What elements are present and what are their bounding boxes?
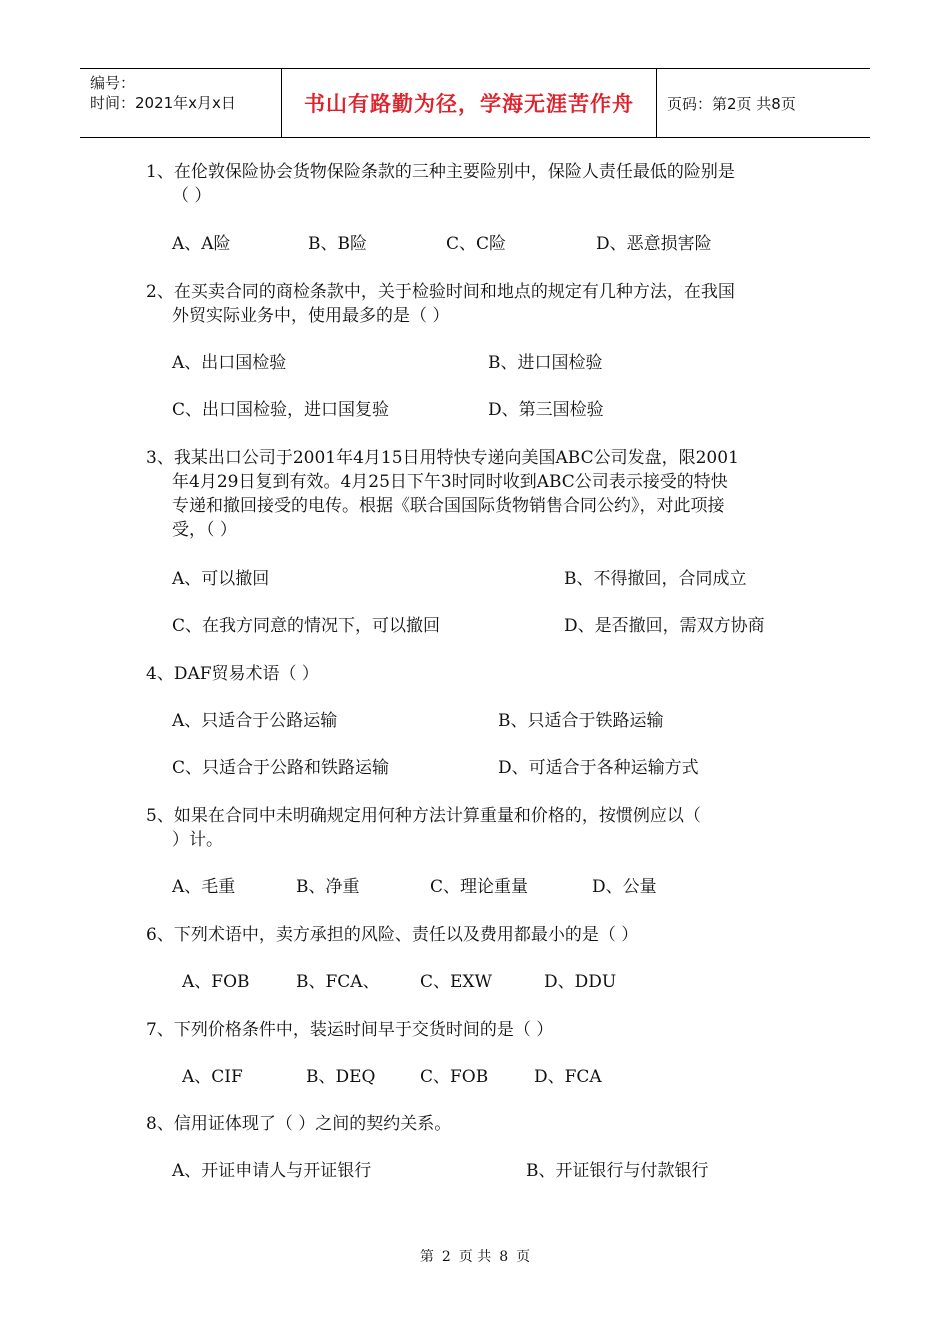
option-2c: C、出口国检验，进口国复验 (172, 400, 390, 420)
footer-post: 页 (516, 1249, 531, 1265)
question-6-options (146, 970, 810, 994)
option-6d: D、DDU (544, 972, 617, 992)
doc-date: 时间：2021年x月x日 (90, 94, 236, 112)
option-2d: D、第三国检验 (488, 400, 604, 420)
header-meta (80, 69, 282, 137)
question-2-options-row-2 (146, 398, 810, 422)
footer-total-pages: 8 (499, 1249, 509, 1265)
option-7a: A、CIF (182, 1067, 243, 1087)
option-1a: A、A险 (172, 234, 231, 254)
question-1-line-2: （ ） (172, 186, 212, 206)
option-3c: C、在我方同意的情况下，可以撤回 (172, 616, 441, 636)
doc-number-label: 编号： (90, 74, 136, 92)
question-4-options-row-2 (146, 756, 810, 780)
question-7 (146, 1018, 810, 1042)
question-3-options-row-2 (146, 614, 810, 638)
question-3-line-4: 受，（ ） (172, 520, 237, 540)
footer-mid: 页 共 (458, 1249, 492, 1265)
question-4-line-1: 4、DAF贸易术语（ ） (146, 664, 319, 684)
option-3d: D、是否撤回，需双方协商 (564, 616, 765, 636)
page-header (80, 68, 870, 138)
header-page-info: 页码：第2页 共8页 (667, 94, 796, 113)
option-7c: C、FOB (420, 1067, 489, 1087)
option-3b: B、不得撤回，合同成立 (564, 569, 747, 589)
option-7b: B、DEQ (306, 1067, 376, 1087)
question-2-line-2: 外贸实际业务中，使用最多的是（ ） (172, 306, 450, 326)
question-2-line-1: 2、在买卖合同的商检条款中，关于检验时间和地点的规定有几种方法，在我国 (146, 282, 735, 302)
question-3-line-1: 3、我某出口公司于2001年4月15日用特快专递向美国ABC公司发盘，限2001 (146, 448, 739, 468)
option-5d: D、公量 (592, 877, 657, 897)
option-1d: D、恶意损害险 (596, 234, 712, 254)
option-4c: C、只适合于公路和铁路运输 (172, 758, 390, 778)
question-4-options-row-1 (146, 709, 810, 733)
question-8-line-1: 8、信用证体现了（ ）之间的契约关系。 (146, 1114, 452, 1134)
question-7-options (146, 1065, 810, 1089)
question-5-options (146, 875, 810, 899)
option-6c: C、EXW (420, 972, 492, 992)
question-3-line-3: 专递和撤回接受的电传。根据《联合国国际货物销售合同公约》，对此项接 (172, 496, 725, 516)
option-5c: C、理论重量 (430, 877, 529, 897)
question-1-line-1: 1、在伦敦保险协会货物保险条款的三种主要险别中，保险人责任最低的险别是 (146, 162, 735, 182)
question-3-line-2: 年4月29日复到有效。4月25日下午3时同时收到ABC公司表示接受的特快 (172, 472, 728, 492)
option-8b: B、开证银行与付款银行 (526, 1161, 709, 1181)
question-5-line-1: 5、如果在合同中未明确规定用何种方法计算重量和价格的，按惯例应以（ (146, 806, 701, 826)
question-3-options-row-1 (146, 567, 810, 591)
question-5-line-2: ）计。 (172, 830, 223, 850)
question-3 (146, 446, 810, 542)
question-5 (146, 804, 810, 852)
option-6a: A、FOB (182, 972, 250, 992)
footer-page-number: 2 (441, 1249, 451, 1265)
option-2b: B、进口国检验 (488, 353, 603, 373)
option-8a: A、开证申请人与开证银行 (172, 1161, 372, 1181)
option-1b: B、B险 (308, 234, 367, 254)
header-motto: 书山有路勤为径，学海无涯苦作舟 (282, 69, 657, 137)
option-6b: B、FCA、 (296, 972, 380, 992)
question-6-line-1: 6、下列术语中，卖方承担的风险、责任以及费用都最小的是（ ） (146, 925, 639, 945)
question-1 (146, 160, 810, 208)
footer-pre: 第 (419, 1249, 434, 1265)
option-4a: A、只适合于公路运输 (172, 711, 338, 731)
question-2-options-row-1 (146, 351, 810, 375)
option-5a: A、毛重 (172, 877, 236, 897)
question-4 (146, 662, 810, 686)
question-8 (146, 1112, 810, 1136)
option-4d: D、可适合于各种运输方式 (498, 758, 699, 778)
option-7d: D、FCA (534, 1067, 602, 1087)
option-1c: C、C险 (446, 234, 507, 254)
option-2a: A、出口国检验 (172, 353, 287, 373)
question-8-options (146, 1159, 810, 1183)
option-4b: B、只适合于铁路运输 (498, 711, 664, 731)
option-5b: B、净重 (296, 877, 360, 897)
question-2 (146, 280, 810, 328)
question-1-options (146, 232, 810, 256)
question-6 (146, 923, 810, 947)
page-footer (0, 1246, 950, 1266)
option-3a: A、可以撤回 (172, 569, 270, 589)
question-7-line-1: 7、下列价格条件中，装运时间早于交货时间的是（ ） (146, 1020, 554, 1040)
